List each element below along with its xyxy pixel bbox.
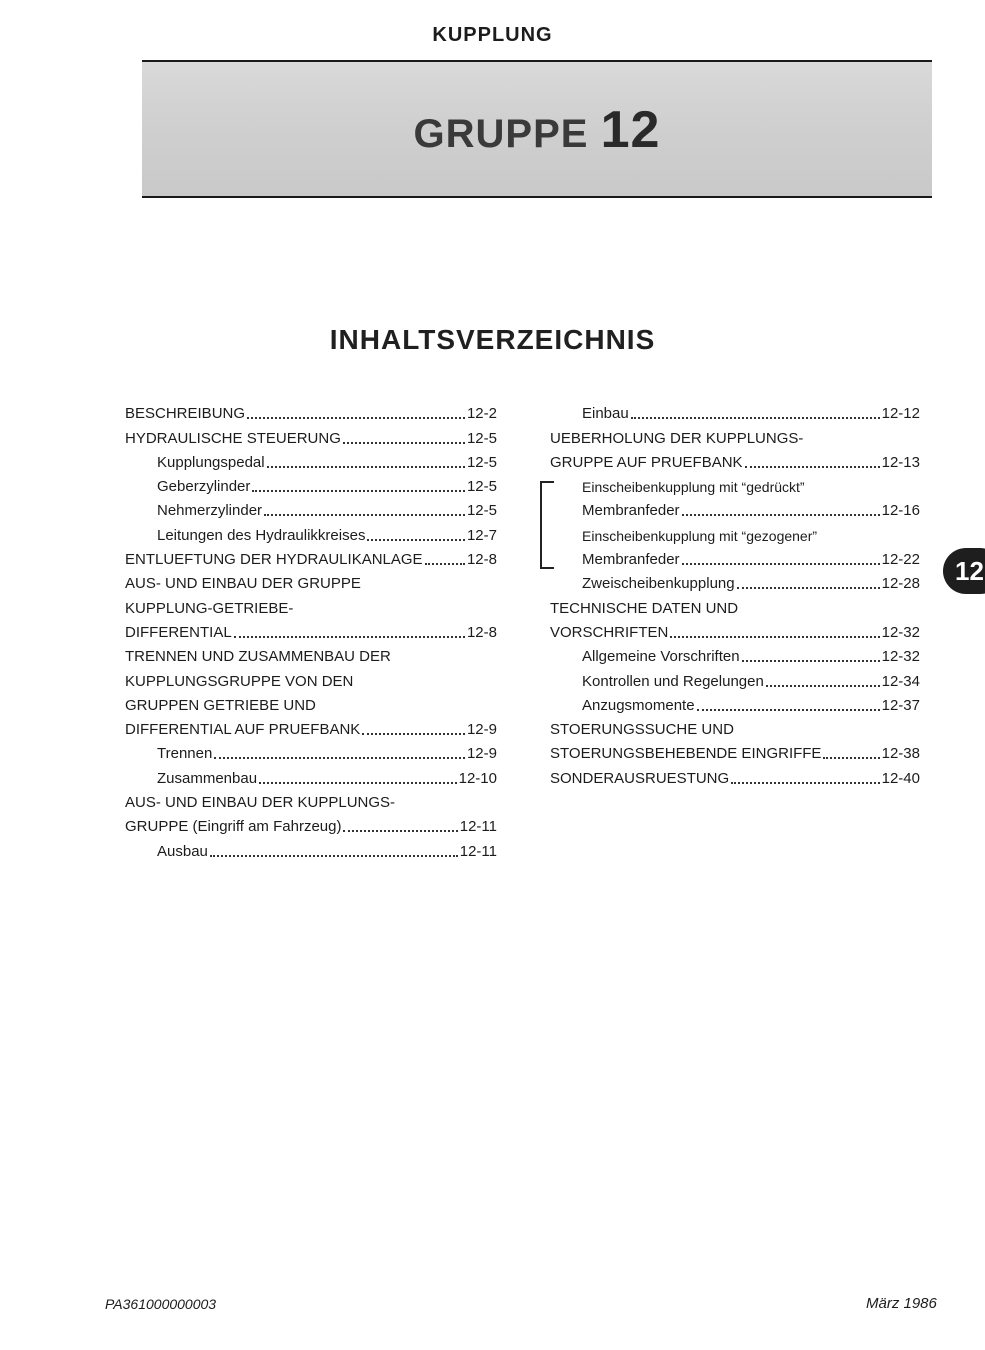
toc-entry-label: TECHNISCHE DATEN UND bbox=[550, 599, 739, 617]
toc-leader-dots bbox=[343, 829, 457, 832]
toc-entry-label: BESCHREIBUNG bbox=[125, 405, 246, 423]
toc-entry bbox=[550, 568, 920, 592]
toc-entry-page: 12-8 bbox=[466, 551, 497, 569]
toc-entry-label: SONDERAUSRUESTUNG bbox=[550, 769, 730, 787]
toc-entry bbox=[550, 519, 920, 543]
toc-entry-label: Einscheibenkupplung mit “gezogener” bbox=[582, 527, 818, 544]
toc-entry bbox=[550, 714, 920, 738]
toc-entry-label: Geberzylinder bbox=[157, 478, 251, 496]
toc-entry bbox=[125, 447, 497, 471]
toc-entry-page: 12-40 bbox=[881, 769, 920, 787]
toc-entry bbox=[550, 592, 920, 616]
toc-entry-label: GRUPPEN GETRIEBE UND bbox=[125, 696, 316, 714]
toc-leader-dots bbox=[766, 684, 880, 687]
toc-entry bbox=[125, 617, 497, 641]
toc-leader-dots bbox=[214, 756, 465, 759]
group-banner bbox=[142, 60, 932, 198]
toc-entry-label: KUPPLUNGSGRUPPE VON DEN bbox=[125, 672, 354, 690]
toc-entry-label: Trennen bbox=[157, 745, 213, 763]
toc-entry bbox=[550, 665, 920, 689]
toc-entry bbox=[125, 519, 497, 543]
group-number: 12 bbox=[600, 101, 661, 159]
toc-entry bbox=[125, 738, 497, 762]
toc-entry-label: Kupplungspedal bbox=[157, 453, 265, 471]
toc-leader-dots bbox=[362, 732, 465, 735]
toc-entry-page: 12-37 bbox=[881, 696, 920, 714]
toc-leader-dots bbox=[631, 416, 880, 419]
document-code: PA361000000003 bbox=[105, 1296, 217, 1312]
toc-entry-label: ENTLUEFTUNG DER HYDRAULIKANLAGE bbox=[125, 551, 423, 569]
toc-leader-dots bbox=[425, 562, 465, 565]
toc-entry-label: STOERUNGSSUCHE UND bbox=[550, 721, 734, 739]
toc-leader-dots bbox=[252, 489, 465, 492]
toc-entry-page: 12-12 bbox=[881, 405, 920, 423]
toc-leader-dots bbox=[259, 781, 457, 784]
publication-date: März 1986 bbox=[866, 1295, 937, 1312]
toc-entry-page: 12-10 bbox=[458, 769, 497, 787]
toc-leader-dots bbox=[682, 562, 880, 565]
toc-entry bbox=[550, 495, 920, 519]
toc-entry-label: VORSCHRIFTEN bbox=[550, 623, 669, 641]
toc-entry bbox=[550, 471, 920, 495]
toc-entry-label: Zweischeibenkupplung bbox=[582, 575, 735, 593]
toc-entry-page: 12-38 bbox=[881, 745, 920, 763]
toc-leader-dots bbox=[731, 781, 879, 784]
toc-entry-page: 12-9 bbox=[466, 745, 497, 763]
toc-leader-dots bbox=[670, 635, 879, 638]
toc-entry bbox=[125, 471, 497, 495]
toc-entry-page: 12-7 bbox=[466, 526, 497, 544]
toc-entry bbox=[550, 641, 920, 665]
toc-leader-dots bbox=[343, 441, 465, 444]
toc-leader-dots bbox=[234, 635, 465, 638]
toc-entry-label: Membranfeder bbox=[582, 551, 680, 569]
toc-entry bbox=[550, 617, 920, 641]
toc-entry-page: 12-9 bbox=[466, 721, 497, 739]
toc-entry-page: 12-16 bbox=[881, 502, 920, 520]
toc-entry bbox=[125, 714, 497, 738]
toc-entry bbox=[125, 787, 497, 811]
toc-entry-page: 12-32 bbox=[881, 623, 920, 641]
toc-leader-dots bbox=[682, 513, 880, 516]
page-title: INHALTSVERZEICHNIS bbox=[329, 324, 656, 355]
toc-entry bbox=[550, 762, 920, 786]
toc-leader-dots bbox=[697, 708, 880, 711]
toc-entry-label: KUPPLUNG-GETRIEBE- bbox=[125, 599, 294, 617]
toc-entry-label: Membranfeder bbox=[582, 502, 680, 520]
section-header: KUPPLUNG bbox=[432, 24, 553, 46]
toc-entry-label: STOERUNGSBEHEBENDE EINGRIFFE bbox=[550, 745, 822, 763]
toc-entry bbox=[125, 495, 497, 519]
toc-entry bbox=[125, 568, 497, 592]
toc-entry bbox=[125, 762, 497, 786]
toc-entry-page: 12-11 bbox=[459, 818, 497, 836]
toc-entry bbox=[550, 422, 920, 446]
toc-entry-page: 12-5 bbox=[466, 429, 497, 447]
toc-entry-page: 12-13 bbox=[881, 453, 920, 471]
toc-entry bbox=[125, 641, 497, 665]
toc-entry-label: AUS- UND EINBAU DER GRUPPE bbox=[125, 575, 361, 593]
toc-leader-dots bbox=[737, 586, 880, 589]
toc-leader-dots bbox=[823, 756, 879, 759]
toc-entry-label: Nehmerzylinder bbox=[157, 502, 263, 520]
toc-entry bbox=[125, 398, 497, 422]
chapter-tab-marker: 12 bbox=[943, 548, 985, 594]
toc-left-column bbox=[125, 398, 497, 860]
toc-leader-dots bbox=[267, 465, 465, 468]
toc-entry-label: HYDRAULISCHE STEUERUNG bbox=[125, 429, 341, 447]
toc-entry-label: Einbau bbox=[582, 405, 629, 423]
toc-entry-label: Allgemeine Vorschriften bbox=[582, 648, 740, 666]
toc-entry-page: 12-34 bbox=[881, 672, 920, 690]
toc-entry-label: Zusammenbau bbox=[157, 769, 258, 787]
toc-entry-label: Leitungen des Hydraulikkreises bbox=[157, 526, 366, 544]
toc-entry-page: 12-22 bbox=[881, 551, 920, 569]
toc-entry bbox=[125, 690, 497, 714]
toc-entry-page: 12-5 bbox=[466, 478, 497, 496]
toc-entry bbox=[550, 544, 920, 568]
toc-entry-label: DIFFERENTIAL bbox=[125, 623, 232, 641]
toc-entry bbox=[550, 738, 920, 762]
toc-entry bbox=[550, 690, 920, 714]
toc-entry-page: 12-32 bbox=[881, 648, 920, 666]
toc-entry-label: GRUPPE AUF PRUEFBANK bbox=[550, 453, 743, 471]
toc-right-column bbox=[550, 398, 920, 787]
toc-entry-page: 12-8 bbox=[466, 623, 497, 641]
toc-entry bbox=[125, 592, 497, 616]
group-word: GRUPPE bbox=[413, 112, 589, 156]
toc-entry-label: Kontrollen und Regelungen bbox=[582, 672, 764, 690]
toc-entry-page: 12-28 bbox=[881, 575, 920, 593]
toc-entry-label: GRUPPE (Eingriff am Fahrzeug) bbox=[125, 818, 342, 836]
toc-entry-label: UEBERHOLUNG DER KUPPLUNGS- bbox=[550, 429, 804, 447]
toc-entry-label: TRENNEN UND ZUSAMMENBAU DER bbox=[125, 648, 391, 666]
toc-leader-dots bbox=[210, 854, 458, 857]
toc-entry bbox=[125, 422, 497, 446]
toc-entry-page: 12-5 bbox=[466, 502, 497, 520]
toc-entry-label: AUS- UND EINBAU DER KUPPLUNGS- bbox=[125, 794, 396, 812]
toc-entry-label: Einscheibenkupplung mit “gedrückt” bbox=[582, 479, 805, 496]
toc-entry-label: DIFFERENTIAL AUF PRUEFBANK bbox=[125, 721, 361, 739]
toc-entry bbox=[125, 544, 497, 568]
toc-leader-dots bbox=[367, 538, 465, 541]
toc-entry bbox=[125, 811, 497, 835]
toc-entry-page: 12-5 bbox=[466, 453, 497, 471]
grouping-bracket bbox=[540, 481, 554, 569]
toc-leader-dots bbox=[247, 416, 465, 419]
toc-entry bbox=[125, 835, 497, 859]
group-title bbox=[142, 100, 932, 160]
toc-entry-label: Ausbau bbox=[157, 842, 208, 860]
toc-leader-dots bbox=[745, 465, 880, 468]
toc-leader-dots bbox=[742, 659, 880, 662]
toc-leader-dots bbox=[264, 513, 465, 516]
toc-entry bbox=[550, 398, 920, 422]
toc-entry-page: 12-2 bbox=[466, 405, 497, 423]
toc-entry-label: Anzugsmomente bbox=[582, 696, 695, 714]
toc-entry-page: 12-11 bbox=[459, 842, 497, 860]
toc-entry bbox=[550, 447, 920, 471]
toc-entry bbox=[125, 665, 497, 689]
